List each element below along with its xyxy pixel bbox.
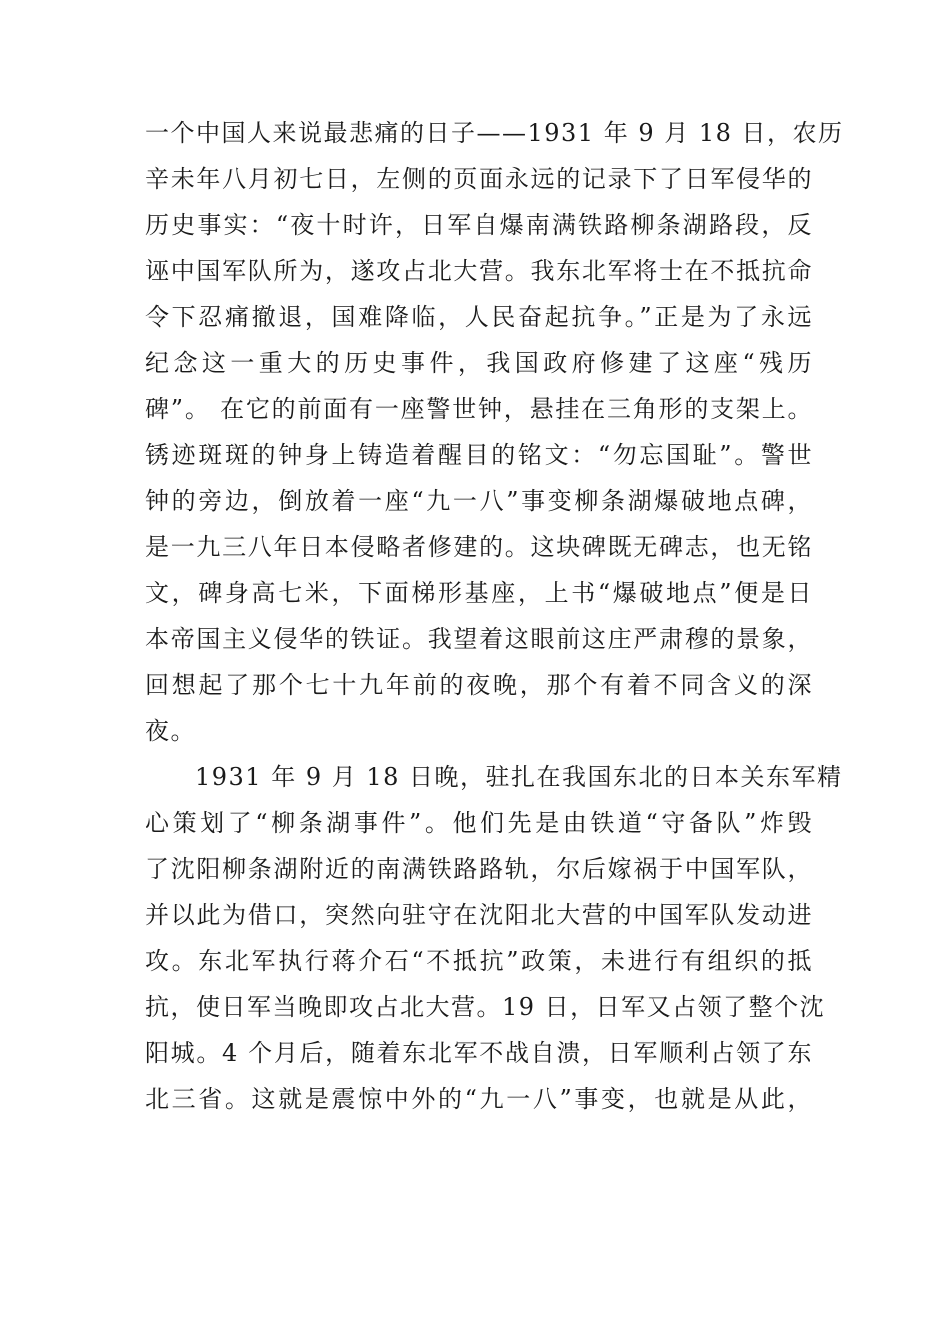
text-line: 心策划了“柳条湖事件”。他们先是由铁道“守备队”炸毁	[145, 809, 813, 837]
text-line: 令下忍痛撤退，国难降临，人民奋起抗争。”正是为了永远	[145, 303, 813, 331]
text-line: 回想起了那个七十九年前的夜晚，那个有着不同含义的深	[145, 671, 813, 699]
text-line: 钟的旁边，倒放着一座“九一八”事变柳条湖爆破地点碑，	[145, 487, 813, 515]
text-line: 纪念这一重大的历史事件，我国政府修建了这座“残历	[145, 349, 813, 377]
text-line: 锈迹斑斑的钟身上铸造着醒目的铭文：“勿忘国耻”。警世	[145, 441, 813, 469]
text-line: 攻。东北军执行蒋介石“不抵抗”政策，未进行有组织的抵	[145, 947, 813, 975]
text-line: 历史事实：“夜十时许，日军自爆南满铁路柳条湖路段，反	[145, 211, 813, 239]
text-line: 抗，使日军当晚即攻占北大营。19 日，日军又占领了整个沈	[145, 993, 826, 1021]
text-line: 一个中国人来说最悲痛的日子——1931 年 9 月 18 日，农历	[145, 119, 844, 147]
text-line: 并以此为借口，突然向驻守在沈阳北大营的中国军队发动进	[145, 901, 813, 929]
text-line: 碑”。 在它的前面有一座警世钟，悬挂在三角形的支架上。	[145, 395, 813, 423]
text-line: 诬中国军队所为，遂攻占北大营。我东北军将士在不抵抗命	[145, 257, 813, 285]
text-line: 1931 年 9 月 18 日晚，驻扎在我国东北的日本关东军精	[195, 763, 843, 791]
text-line: 北三省。这就是震惊中外的“九一八”事变，也就是从此，	[145, 1085, 813, 1113]
text-line: 辛未年八月初七日，左侧的页面永远的记录下了日军侵华的	[145, 165, 813, 193]
text-line: 阳城。4 个月后，随着东北军不战自溃，日军顺利占领了东	[145, 1039, 813, 1067]
text-line: 了沈阳柳条湖附近的南满铁路路轨，尔后嫁祸于中国军队，	[145, 855, 813, 883]
text-line: 夜。	[145, 717, 196, 745]
text-line: 文，碑身高七米，下面梯形基座，上书“爆破地点”便是日	[145, 579, 813, 607]
body-text	[145, 110, 844, 1122]
text-line: 本帝国主义侵华的铁证。我望着这眼前这庄严肃穆的景象，	[145, 625, 813, 653]
text-line: 是一九三八年日本侵略者修建的。这块碑既无碑志，也无铭	[145, 533, 813, 561]
